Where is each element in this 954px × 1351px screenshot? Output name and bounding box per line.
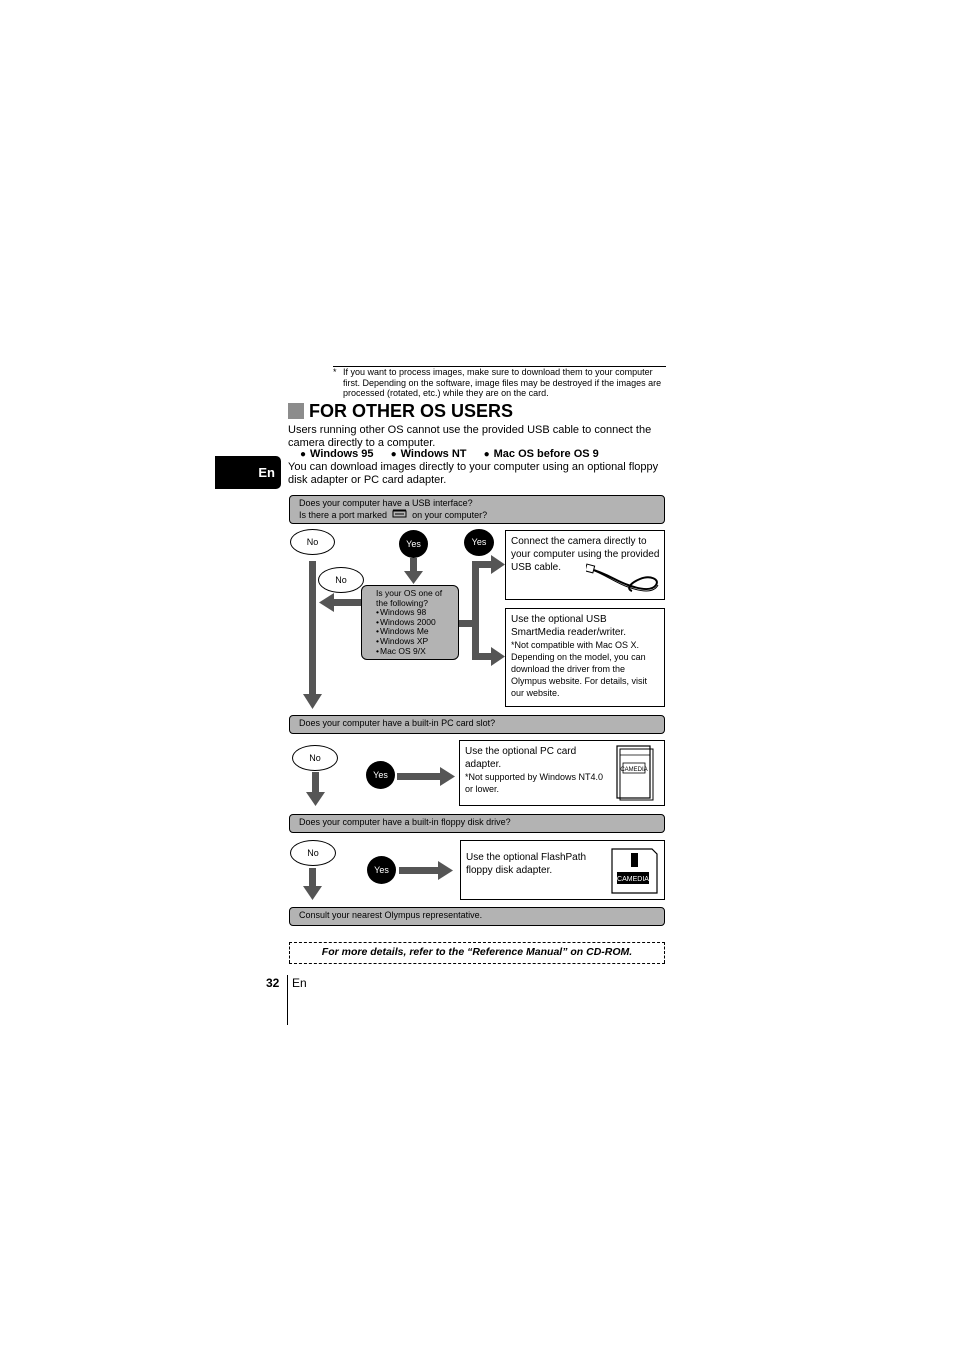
page-number: 32 <box>266 976 280 990</box>
note-text: If you want to process images, make sure to download them to your computer first. Depending on the software, image files may be destroyed if the images are processed (rotated, etc.) while they are on the card. <box>343 367 662 399</box>
floppy-adapter-icon <box>609 846 659 896</box>
intro-paragraph: Users running other OS cannot use the provided USB cable to connect the camera directly to a computer. <box>288 424 652 449</box>
os-question-box <box>361 585 459 660</box>
arrow-shaft <box>397 773 441 780</box>
answer-yes-bubble: Yes <box>464 529 494 556</box>
arrow-head <box>438 861 453 880</box>
arrow-shaft <box>312 772 319 793</box>
answer-no-bubble: No <box>290 840 336 866</box>
page-number-rule <box>287 975 288 1025</box>
usb-port-icon <box>392 509 408 519</box>
answer-yes-bubble: Yes <box>367 856 396 884</box>
box-flashpath <box>460 840 665 900</box>
question-floppy: Does your computer have a built-in floppy disk drive? <box>289 814 665 833</box>
consult-representative: Consult your nearest Olympus representative. <box>289 907 665 926</box>
arrow-shaft <box>472 563 479 659</box>
card-label: CAMEDIA <box>620 767 648 773</box>
question-usb-line2-b: on your computer? <box>412 510 488 520</box>
arrow-head <box>303 886 322 900</box>
os-item: ● Windows 95 <box>300 448 374 460</box>
answer-no-bubble: No <box>292 745 338 771</box>
arrow-shaft <box>399 867 439 874</box>
arrow-head <box>306 792 325 806</box>
answer-yes-bubble: Yes <box>399 530 428 558</box>
arrow-shaft <box>472 561 492 568</box>
card-label: CAMEDIA <box>617 876 649 883</box>
arrow-head <box>491 555 505 574</box>
box-reader-note: *Not compatible with Mac OS X. Depending on the model, you can download the driver from the Olympus website. For details, visit our website. <box>511 640 648 698</box>
question-usb-line1: Does your computer have a USB interface? <box>299 498 473 508</box>
usb-cable-icon <box>586 561 662 595</box>
arrow-shaft <box>472 653 492 660</box>
arrow-head <box>303 694 322 709</box>
box-flashpath-text: Use the optional FlashPath floppy disk adapter. <box>466 852 587 876</box>
question-pc-card: Does your computer have a built-in PC card slot? <box>289 715 665 734</box>
box-pc-card <box>459 740 665 806</box>
note-bullet: * <box>333 367 337 377</box>
question-usb-line2 <box>299 509 655 521</box>
question-usb-line2-a: Is there a port marked <box>299 510 388 520</box>
os-question-item: • Windows 98 <box>376 608 450 618</box>
box-pccard-note: *Not supported by Windows NT4.0 or lower. <box>465 772 604 794</box>
os-question-item: • Windows XP <box>376 637 450 647</box>
answer-no-bubble: No <box>318 567 364 593</box>
os-question-item: • Mac OS 9/X <box>376 647 450 657</box>
answer-no-bubble: No <box>290 529 335 555</box>
language-tab: En <box>215 456 281 489</box>
page-language: En <box>292 976 307 990</box>
arrow-head <box>404 571 423 584</box>
os-item: ● Windows NT <box>391 448 467 460</box>
os-question-item: • Windows 2000 <box>376 618 450 628</box>
adapter-paragraph: You can download images directly to your computer using an optional floppy disk adapter or PC card adapter. <box>288 461 659 486</box>
os-question-text: Is your OS one of the following? <box>376 588 443 608</box>
box-pccard-main: Use the optional PC card adapter. <box>465 746 577 770</box>
box-reader-main: Use the optional USB SmartMedia reader/writer. <box>511 614 627 638</box>
answer-yes-bubble: Yes <box>366 761 395 789</box>
arrow-head <box>491 647 505 666</box>
os-item: ● Mac OS before OS 9 <box>484 448 599 460</box>
arrow-head <box>440 767 455 786</box>
box-connect-directly <box>505 530 665 600</box>
os-question-item: • Windows Me <box>376 627 450 637</box>
arrow-head <box>319 593 334 612</box>
arrow-shaft <box>309 561 316 695</box>
question-usb <box>289 495 665 524</box>
pc-card-adapter-icon <box>616 745 654 801</box>
box-connect-text: Connect the camera directly to your computer using the provided USB cable. <box>511 536 660 573</box>
reference-manual-note: For more details, refer to the “Reference Manual” on CD-ROM. <box>289 942 665 964</box>
heading-text: FOR OTHER OS USERS <box>309 401 514 421</box>
arrow-shaft <box>410 558 417 572</box>
arrow-shaft <box>309 868 316 887</box>
box-usb-reader <box>505 608 665 707</box>
arrow-shaft <box>333 599 362 606</box>
